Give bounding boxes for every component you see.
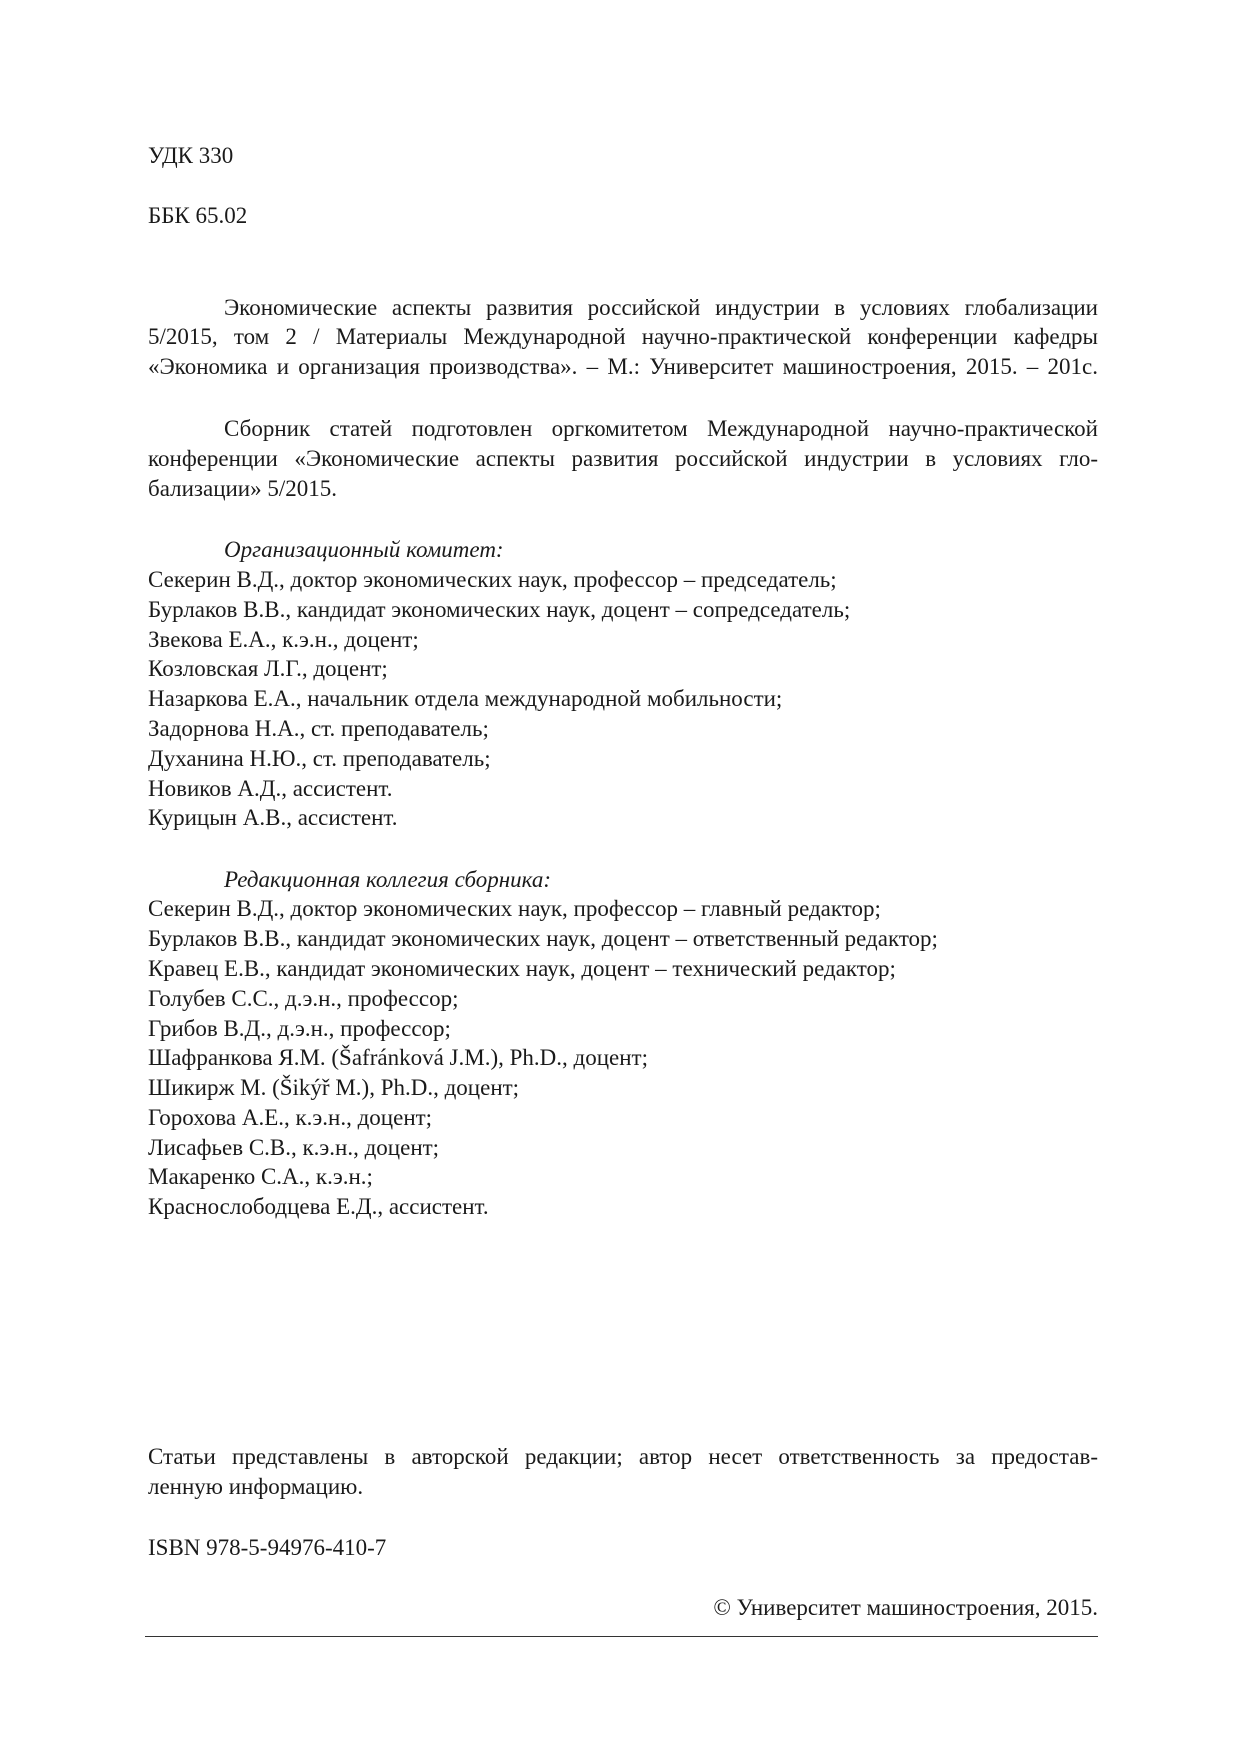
citation-line: Экономические аспекты развития российской индустрии в условиях глобализации bbox=[224, 295, 1098, 320]
board-member: Кравец Е.В., кандидат экономических наук, доцент – технический редактор; bbox=[148, 956, 896, 981]
citation-line: «Экономика и организация производства». – М.: Университет машиностроения, 2015. – 201с. bbox=[148, 354, 1098, 379]
board-member: Краснослободцева Е.Д., ассистент. bbox=[148, 1194, 489, 1219]
citation-line: 5/2015, том 2 / Материалы Международной научно-практической конференции кафедры bbox=[148, 324, 1098, 349]
copyright-notice: © Университет машиностроения, 2015. bbox=[713, 1595, 1098, 1620]
udk-code: УДК 330 bbox=[148, 143, 234, 168]
disclaimer-line: ленную информацию. bbox=[148, 1474, 364, 1499]
disclaimer-line: Статьи представлены в авторской редакции; автор несет ответственность за предостав- bbox=[148, 1444, 1098, 1469]
board-member: Лисафьев С.В., к.э.н., доцент; bbox=[148, 1135, 440, 1160]
board-member: Голубев С.С., д.э.н., профессор; bbox=[148, 986, 459, 1011]
board-member: Грибов В.Д., д.э.н., профессор; bbox=[148, 1016, 451, 1041]
committee-member: Духанина Н.Ю., ст. преподаватель; bbox=[148, 746, 491, 771]
committee-member: Звекова Е.А., к.э.н., доцент; bbox=[148, 627, 419, 652]
committee-member: Задорнова Н.А., ст. преподаватель; bbox=[148, 716, 489, 741]
board-member: Шикирж М. (Šikýř M.), Ph.D., доцент; bbox=[148, 1075, 520, 1100]
committee-member: Бурлаков В.В., кандидат экономических наук, доцент – сопредседатель; bbox=[148, 597, 851, 622]
isbn: ISBN 978-5-94976-410-7 bbox=[148, 1535, 387, 1560]
editorial-board-heading: Редакционная коллегия сборника: bbox=[224, 867, 551, 892]
board-member: Макаренко С.А., к.э.н.; bbox=[148, 1164, 373, 1189]
organizing-committee-heading: Организационный комитет: bbox=[224, 537, 504, 562]
bbk-code: ББК 65.02 bbox=[148, 203, 248, 228]
board-member: Горохова А.Е., к.э.н., доцент; bbox=[148, 1105, 433, 1130]
description-line: бализации» 5/2015. bbox=[148, 476, 338, 501]
bottom-divider bbox=[145, 1636, 1098, 1637]
description-line: Сборник статей подготовлен оргкомитетом Международной научно-практической bbox=[224, 416, 1098, 441]
committee-member: Назаркова Е.А., начальник отдела международной мобильности; bbox=[148, 686, 783, 711]
board-member: Бурлаков В.В., кандидат экономических наук, доцент – ответственный редактор; bbox=[148, 926, 938, 951]
board-member: Секерин В.Д., доктор экономических наук, профессор – главный редактор; bbox=[148, 896, 881, 921]
committee-member: Курицын А.В., ассистент. bbox=[148, 805, 398, 830]
board-member: Шафранкова Я.М. (Šafránková J.M.), Ph.D., доцент; bbox=[148, 1045, 648, 1070]
committee-member: Козловская Л.Г., доцент; bbox=[148, 656, 388, 681]
committee-member: Новиков А.Д., ассистент. bbox=[148, 776, 393, 801]
committee-member: Секерин В.Д., доктор экономических наук, профессор – председатель; bbox=[148, 567, 837, 592]
description-line: конференции «Экономические аспекты развития российской индустрии в условиях гло- bbox=[148, 446, 1098, 471]
